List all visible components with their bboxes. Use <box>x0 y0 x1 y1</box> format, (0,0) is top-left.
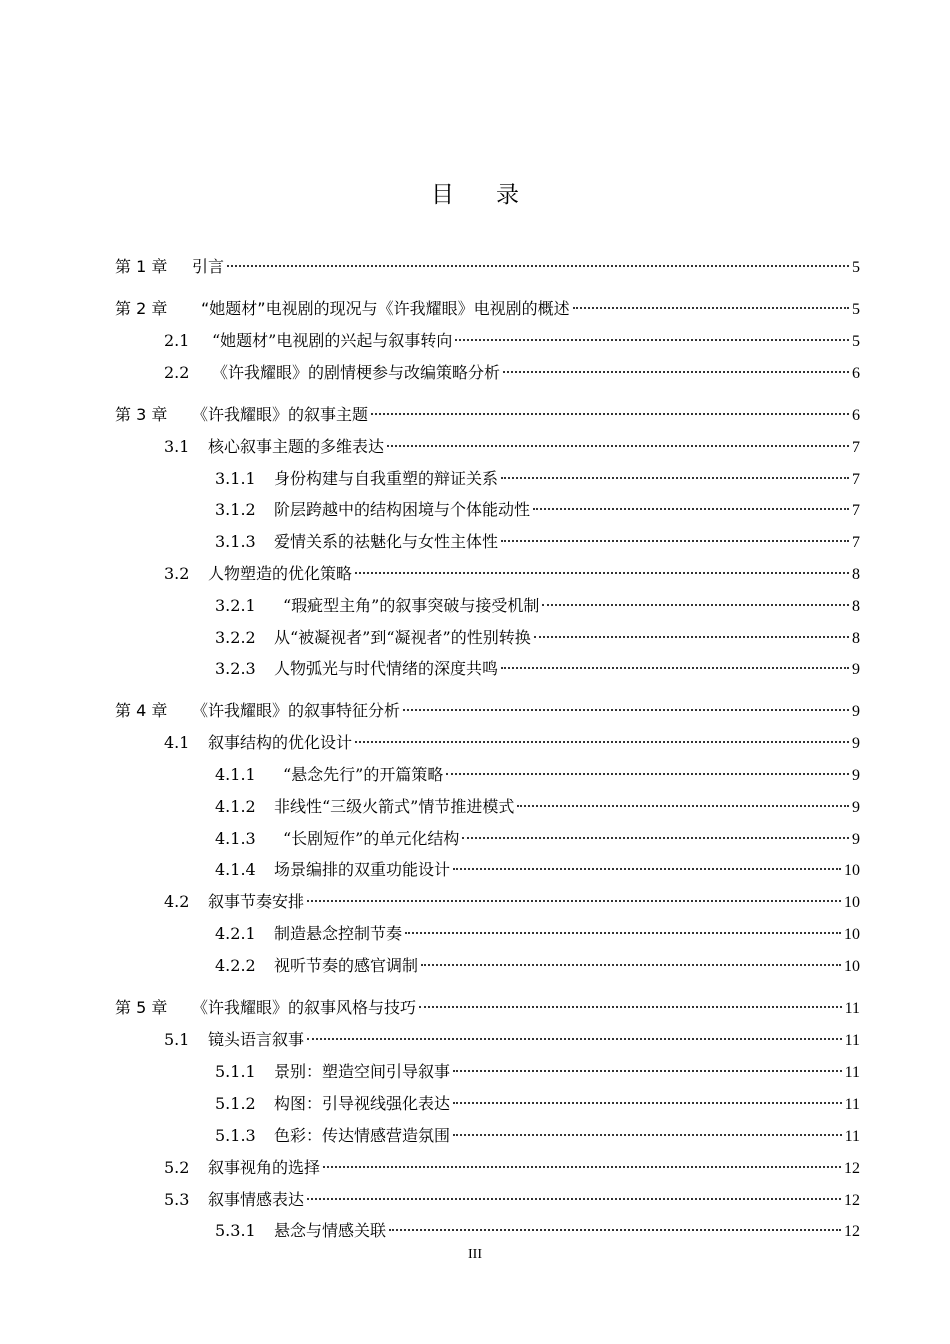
toc-entry-section-3-1[interactable] <box>164 428 860 456</box>
toc-entry-section-2-1[interactable] <box>164 322 860 350</box>
toc-title: 目录 <box>431 182 561 208</box>
toc-number: 第 2 章 <box>115 299 168 318</box>
toc-leader-dots <box>387 428 849 452</box>
toc-leader-dots <box>371 396 849 420</box>
toc-page-number: 6 <box>852 407 860 424</box>
toc-title-text: 非线性“三级火箭式”情节推进模式 <box>274 797 515 816</box>
toc-leader-dots <box>501 523 849 547</box>
toc-title-text: 《许我耀眼》的叙事主题 <box>192 405 369 424</box>
toc-entry-subsection-4-1-1[interactable] <box>215 756 860 784</box>
toc-number: 3.1.3 <box>215 532 256 551</box>
toc-number: 5.2 <box>164 1158 190 1177</box>
toc-title-text: 核心叙事主题的多维表达 <box>208 437 385 456</box>
toc-number: 5.1.1 <box>215 1062 256 1081</box>
toc-leader-dots <box>534 619 849 643</box>
toc-entry-section-4-1[interactable] <box>164 724 860 752</box>
toc-entry-subsection-4-1-4[interactable] <box>215 851 860 879</box>
toc-entry-chapter-4[interactable] <box>115 692 860 720</box>
toc-entry-subsection-5-1-1[interactable] <box>215 1053 860 1081</box>
toc-title-text: 《许我耀眼》的叙事特征分析 <box>192 701 401 720</box>
toc-page-number: 9 <box>852 799 860 816</box>
toc-title-text: 《许我耀眼》的剧情梗参与改编策略分析 <box>212 363 501 382</box>
toc-title-text: 色彩：传达情感营造氛围 <box>274 1126 451 1145</box>
toc-leader-dots <box>501 650 849 674</box>
toc-page-number: 8 <box>852 566 860 583</box>
toc-title-text: 《许我耀眼》的叙事风格与技巧 <box>192 998 417 1017</box>
toc-leader-dots <box>405 915 841 939</box>
toc-page-number: 7 <box>852 439 860 456</box>
toc-number: 4.1 <box>164 733 190 752</box>
toc-page-number: 5 <box>852 259 860 276</box>
toc-page-number: 7 <box>852 471 860 488</box>
toc-leader-dots <box>307 1021 842 1045</box>
toc-number: 第 1 章 <box>115 257 168 276</box>
toc-page-number: 9 <box>852 831 860 848</box>
toc-page-number: 11 <box>844 1096 860 1113</box>
toc-title-text: 场景编排的双重功能设计 <box>274 860 451 879</box>
toc-title-text: 构图：引导视线强化表达 <box>274 1094 451 1113</box>
toc-title-text: 叙事结构的优化设计 <box>208 733 353 752</box>
toc-page-number: 10 <box>844 894 860 911</box>
toc-number: 4.2.1 <box>215 924 256 943</box>
toc-number: 5.1 <box>164 1030 190 1049</box>
toc-number: 第 5 章 <box>115 998 168 1017</box>
toc-title-text: “她题材”电视剧的兴起与叙事转向 <box>212 331 453 350</box>
toc-entry-section-5-1[interactable] <box>164 1021 860 1049</box>
toc-page-number: 10 <box>844 862 860 879</box>
toc-page-number: 12 <box>844 1160 860 1177</box>
toc-page-number: 12 <box>844 1223 860 1240</box>
toc-title-text: “瑕疵型主角”的叙事突破与接受机制 <box>283 596 540 615</box>
page-number-footer: III <box>468 1247 482 1262</box>
toc-number: 5.3 <box>164 1190 190 1209</box>
toc-title-text: 引言 <box>192 257 225 276</box>
toc-number: 3.2.1 <box>215 596 256 615</box>
toc-leader-dots <box>307 1181 841 1205</box>
toc-entry-section-2-2[interactable] <box>164 354 860 382</box>
toc-page-number: 10 <box>844 958 860 975</box>
toc-entry-section-4-2[interactable] <box>164 883 860 911</box>
toc-page-number: 12 <box>844 1192 860 1209</box>
toc-entry-subsection-3-1-1[interactable] <box>215 460 860 488</box>
toc-title-text: 镜头语言叙事 <box>208 1030 305 1049</box>
toc-title-text: 身份构建与自我重塑的辩证关系 <box>274 469 499 488</box>
toc-leader-dots <box>389 1212 841 1236</box>
toc-leader-dots <box>455 322 849 346</box>
toc-leader-dots <box>542 587 849 611</box>
toc-entry-section-5-3[interactable] <box>164 1181 860 1209</box>
toc-leader-dots <box>501 460 849 484</box>
toc-entry-chapter-2[interactable] <box>115 290 860 318</box>
toc-title-text: “悬念先行”的开篇策略 <box>283 765 444 784</box>
toc-number: 3.1.1 <box>215 469 256 488</box>
toc-leader-dots <box>355 555 849 579</box>
toc-number: 3.2.3 <box>215 659 256 678</box>
toc-title-text: 人物弧光与时代情绪的深度共鸣 <box>274 659 499 678</box>
toc-page-number: 9 <box>852 735 860 752</box>
toc-title-text: 视听节奏的感官调制 <box>274 956 419 975</box>
toc-page-number: 9 <box>852 767 860 784</box>
toc-entry-subsection-4-2-2[interactable] <box>215 947 860 975</box>
toc-title-text: 景别：塑造空间引导叙事 <box>274 1062 451 1081</box>
toc-number: 3.2 <box>164 564 190 583</box>
toc-leader-dots <box>307 883 841 907</box>
toc-number: 第 3 章 <box>115 405 168 424</box>
toc-page-number: 9 <box>852 703 860 720</box>
toc-title-text: 从“被凝视者”到“凝视者”的性别转换 <box>274 628 531 647</box>
toc-title-text: 制造悬念控制节奏 <box>274 924 403 943</box>
toc-page-number: 7 <box>852 534 860 551</box>
toc-entry-chapter-3[interactable] <box>115 396 860 424</box>
toc-entry-subsection-4-1-2[interactable] <box>215 788 860 816</box>
toc-number: 2.2 <box>164 363 190 382</box>
toc-entry-subsection-3-2-3[interactable] <box>215 650 860 678</box>
toc-number: 4.1.4 <box>215 860 256 879</box>
toc-title-text: 悬念与情感关联 <box>274 1221 387 1240</box>
toc-title-text: 人物塑造的优化策略 <box>208 564 353 583</box>
toc-number: 5.1.2 <box>215 1094 256 1113</box>
toc-entry-subsection-5-1-2[interactable] <box>215 1085 860 1113</box>
toc-page-number: 11 <box>844 1032 860 1049</box>
toc-number: 5.3.1 <box>215 1221 256 1240</box>
toc-entry-subsection-5-1-3[interactable] <box>215 1117 860 1145</box>
toc-entry-chapter-5[interactable] <box>115 989 860 1017</box>
toc-page-number: 10 <box>844 926 860 943</box>
toc-title-text: 叙事节奏安排 <box>208 892 305 911</box>
toc-number: 3.2.2 <box>215 628 256 647</box>
toc-leader-dots <box>503 354 849 378</box>
toc-page-number: 8 <box>852 630 860 647</box>
toc-page-number: 5 <box>852 301 860 318</box>
toc-title-text: “她题材”电视剧的现况与《许我耀眼》电视剧的概述 <box>201 299 570 318</box>
toc-leader-dots <box>453 1117 842 1141</box>
toc-entry-subsection-4-1-3[interactable] <box>215 820 860 848</box>
toc-number: 3.1.2 <box>215 500 256 519</box>
toc-page-number: 6 <box>852 365 860 382</box>
toc-leader-dots <box>355 724 849 748</box>
toc-number: 4.1.1 <box>215 765 256 784</box>
toc-leader-dots <box>462 820 849 844</box>
toc-leader-dots <box>227 248 849 272</box>
toc-number: 4.2.2 <box>215 956 256 975</box>
toc-page-number: 5 <box>852 333 860 350</box>
toc-entry-subsection-5-3-1[interactable] <box>215 1212 860 1240</box>
toc-number: 3.1 <box>164 437 190 456</box>
toc-leader-dots <box>533 491 849 515</box>
toc-title-text: 阶层跨越中的结构困境与个体能动性 <box>274 500 531 519</box>
toc-leader-dots <box>453 851 841 875</box>
toc-number: 5.1.3 <box>215 1126 256 1145</box>
toc-entry-subsection-4-2-1[interactable] <box>215 915 860 943</box>
toc-number: 4.1.3 <box>215 829 256 848</box>
toc-number: 4.1.2 <box>215 797 256 816</box>
toc-title-text: 爱情关系的祛魅化与女性主体性 <box>274 532 499 551</box>
toc-leader-dots <box>419 989 842 1013</box>
toc-title-text: 叙事视角的选择 <box>208 1158 321 1177</box>
toc-page-number: 11 <box>844 1000 860 1017</box>
toc-entry-section-3-2[interactable] <box>164 555 860 583</box>
toc-leader-dots <box>453 1053 842 1077</box>
toc-title-text: 叙事情感表达 <box>208 1190 305 1209</box>
toc-entry-subsection-3-2-2[interactable] <box>215 619 860 647</box>
toc-page-number: 11 <box>844 1064 860 1081</box>
toc-leader-dots <box>323 1149 841 1173</box>
toc-entry-subsection-3-2-1[interactable] <box>215 587 860 615</box>
toc-leader-dots <box>403 692 849 716</box>
toc-leader-dots <box>517 788 849 812</box>
toc-page-number: 11 <box>844 1128 860 1145</box>
toc-page-number: 8 <box>852 598 860 615</box>
toc-leader-dots <box>421 947 841 971</box>
toc-number: 第 4 章 <box>115 701 168 720</box>
toc-entry-chapter-1[interactable] <box>115 248 860 276</box>
toc-leader-dots <box>446 756 849 780</box>
toc-leader-dots <box>453 1085 842 1109</box>
toc-number: 2.1 <box>164 331 190 350</box>
toc-entry-subsection-3-1-2[interactable] <box>215 491 860 519</box>
toc-number: 4.2 <box>164 892 190 911</box>
toc-entry-section-5-2[interactable] <box>164 1149 860 1177</box>
toc-title-text: “长剧短作”的单元化结构 <box>283 829 460 848</box>
toc-entry-subsection-3-1-3[interactable] <box>215 523 860 551</box>
toc-leader-dots <box>573 290 849 314</box>
toc-page-number: 7 <box>852 502 860 519</box>
toc-page-number: 9 <box>852 661 860 678</box>
